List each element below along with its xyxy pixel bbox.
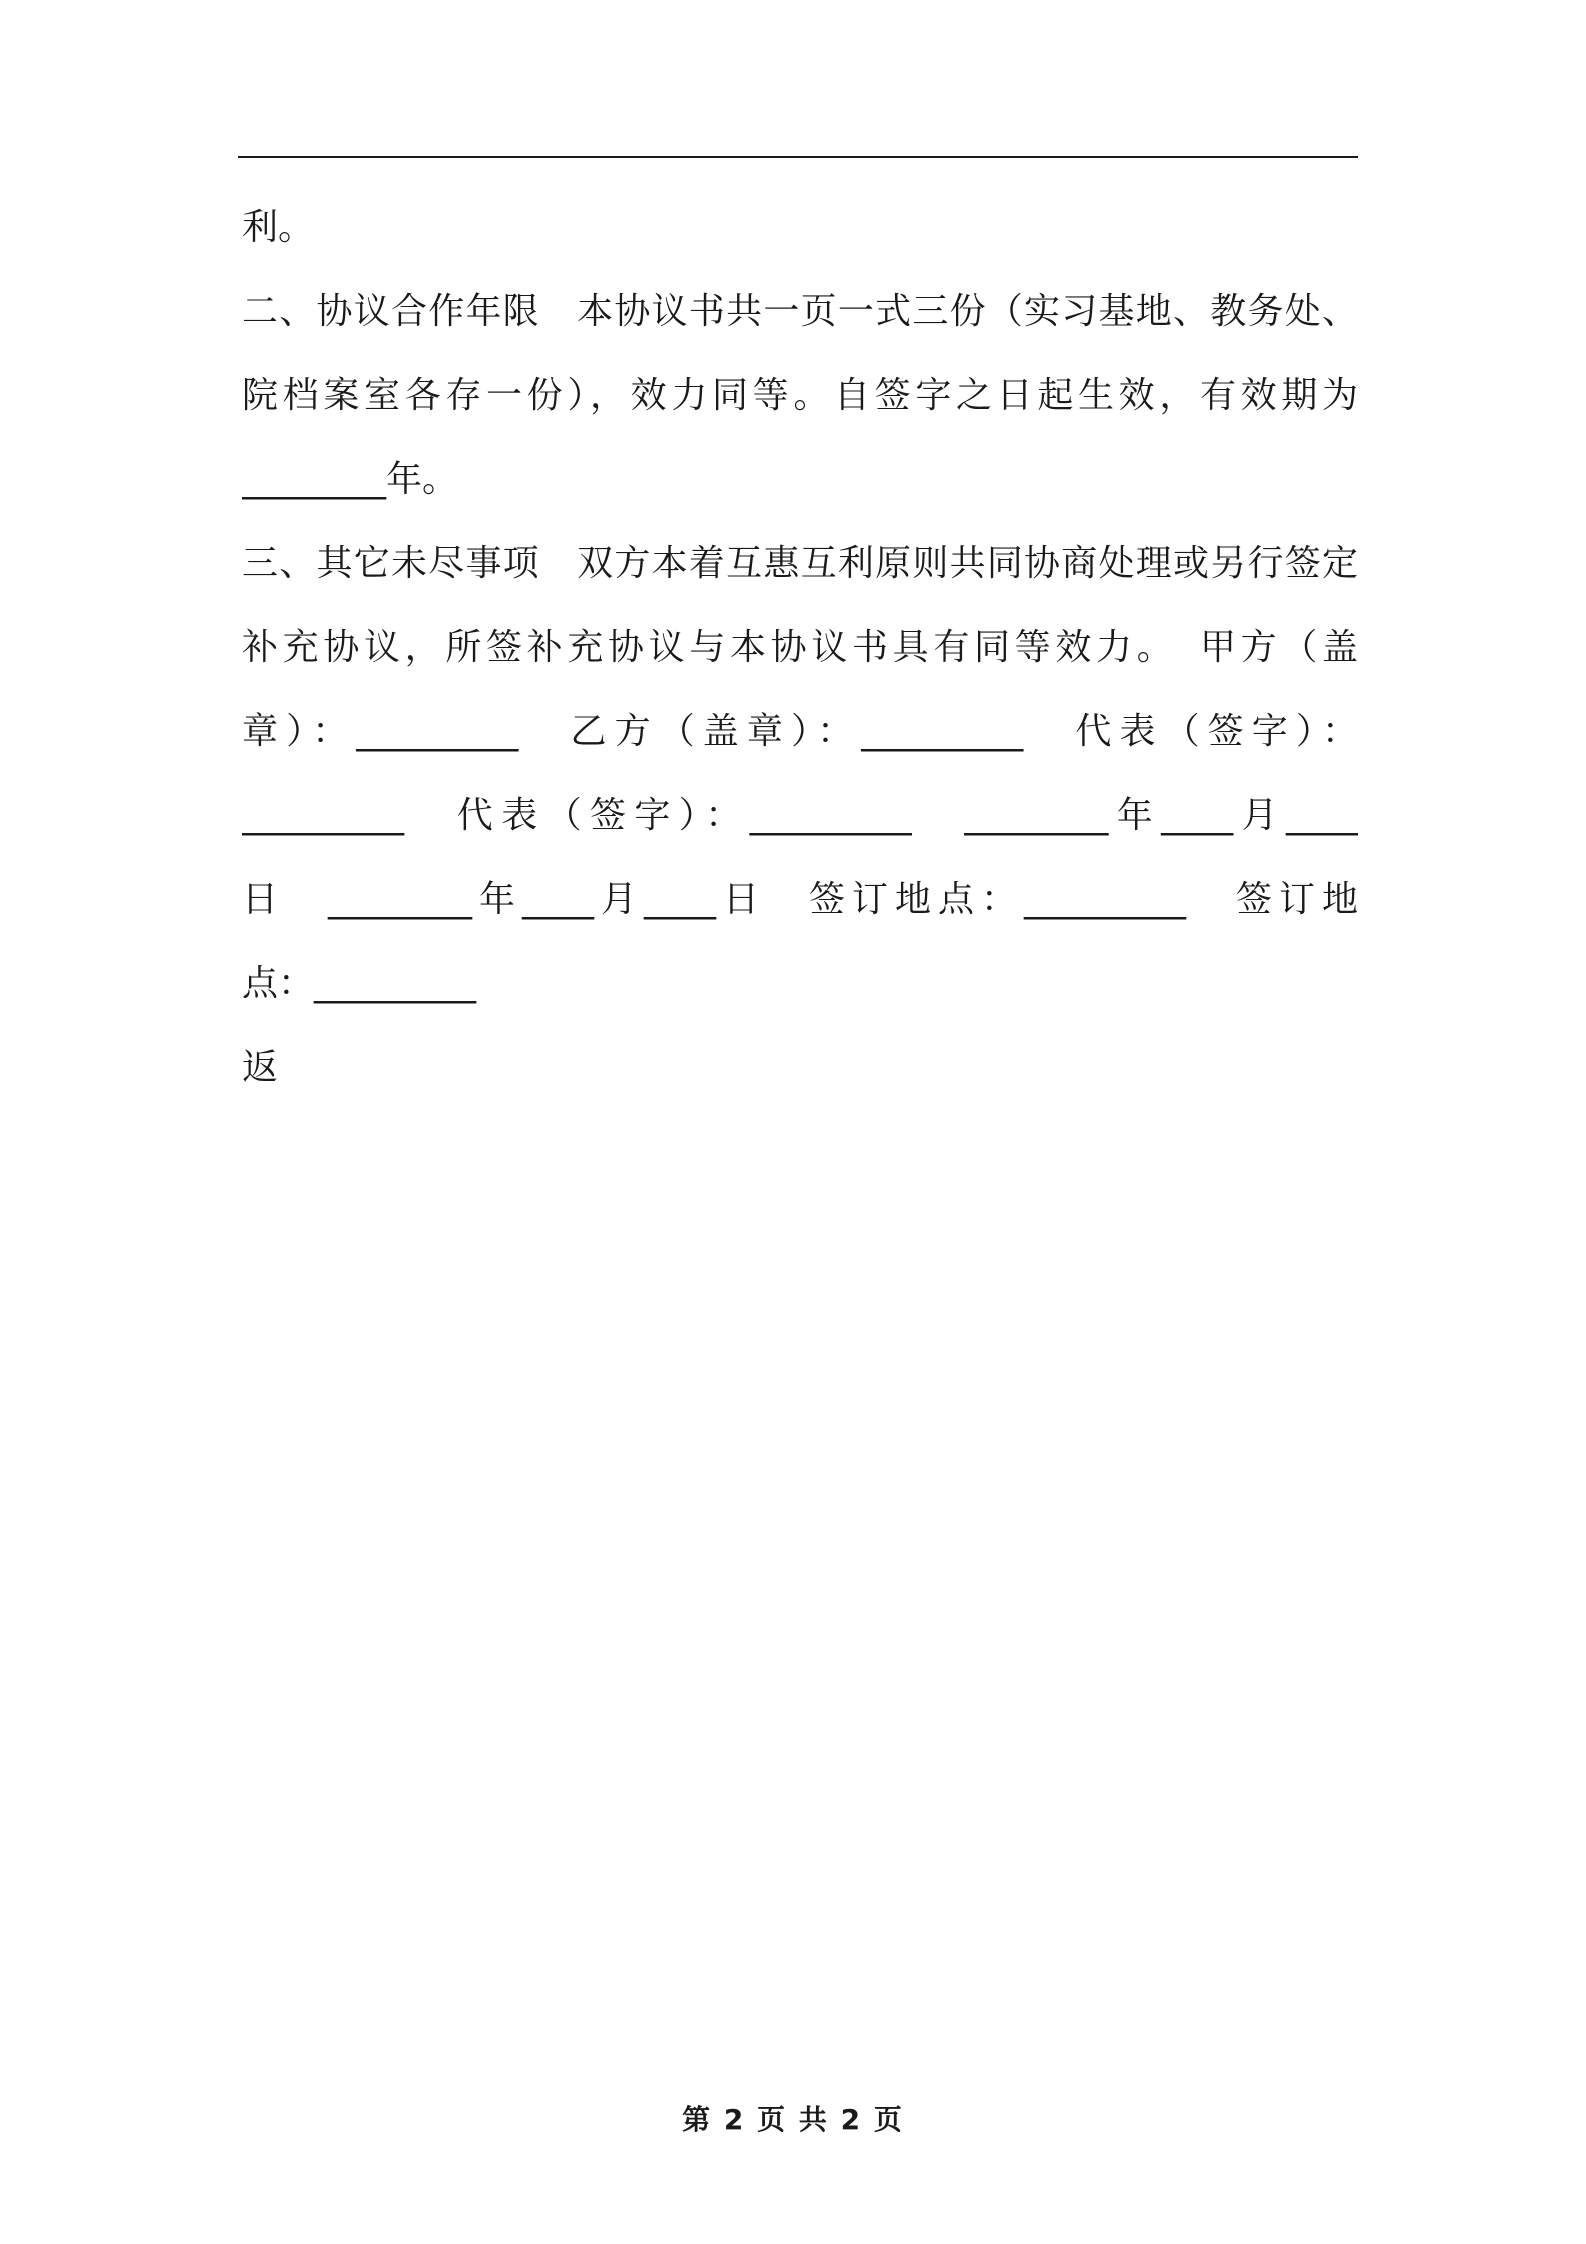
text-line-1: 利。	[242, 207, 315, 248]
text-line-9: 日 ________年____月____日 签订地点：_________ 签订地	[242, 879, 1358, 920]
text-line-3: 院档案室各存一份），效力同等。自签字之日起生效，有效期为	[242, 375, 1358, 416]
text-line-11: 返	[242, 1047, 279, 1088]
text-line-4: ________年。	[242, 459, 459, 500]
header-rule	[238, 156, 1358, 158]
page-number-footer: 第 2 页 共 2 页	[682, 2103, 904, 2136]
text-line-2: 二、协议合作年限 本协议书共一页一式三份（实习基地、教务处、	[242, 291, 1358, 332]
text-line-5: 三、其它未尽事项 双方本着互惠互利原则共同协商处理或另行签定	[242, 543, 1358, 584]
text-line-7: 章）：_________ 乙方（盖章）：_________ 代表（签字）：	[242, 711, 1358, 752]
text-line-10: 点：_________	[242, 963, 477, 1004]
text-line-8: _________ 代表（签字）：_________ ________年____月____	[242, 795, 1358, 836]
text-line-6: 补充协议，所签补充协议与本协议书具有同等效力。 甲方（盖	[242, 627, 1358, 668]
